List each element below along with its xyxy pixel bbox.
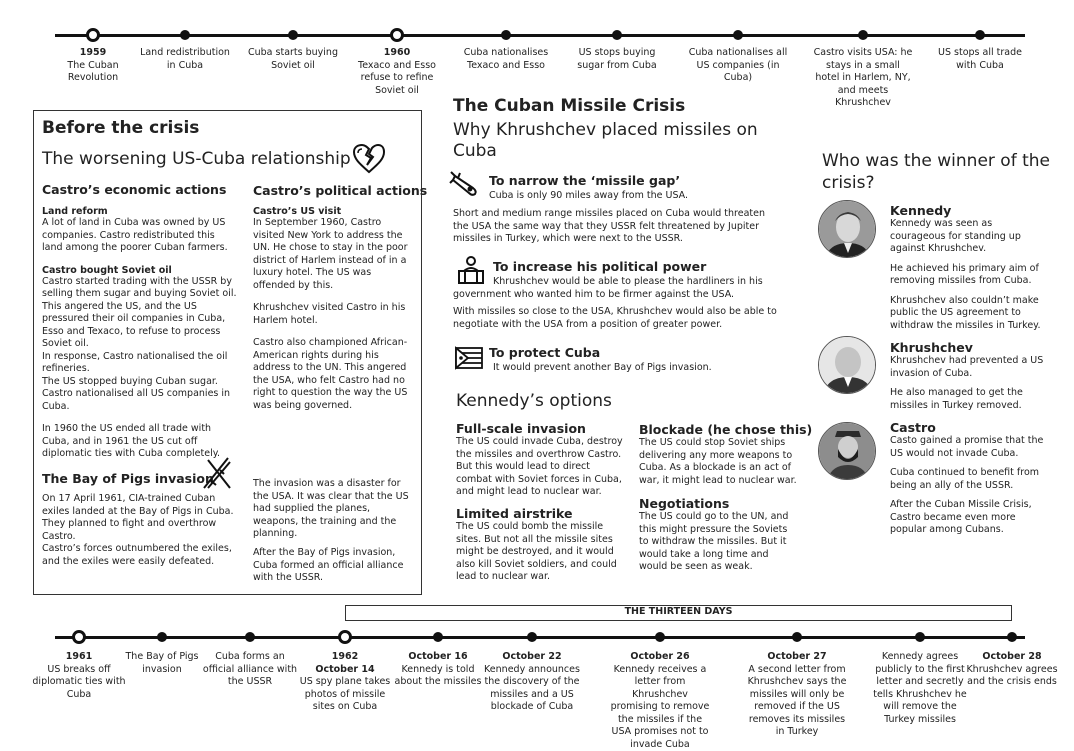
top-timeline-marker bbox=[390, 28, 404, 42]
econ-heading: Castro’s economic actions bbox=[42, 182, 227, 197]
option-3-title: Blockade (he chose this) bbox=[639, 422, 813, 437]
bottom-timeline-date: October 27 bbox=[767, 651, 827, 662]
top-timeline-text: The Cuban Revolution bbox=[67, 59, 119, 83]
bottom-timeline-event bbox=[870, 651, 970, 726]
pol-heading: Castro’s political actions bbox=[253, 183, 428, 198]
bottom-timeline-marker bbox=[157, 632, 167, 642]
rifles-icon bbox=[200, 454, 234, 492]
bottom-timeline-event bbox=[747, 651, 847, 739]
pol-column bbox=[253, 206, 411, 422]
econ-col-block bbox=[42, 206, 238, 255]
winner-person-name: Kennedy bbox=[890, 203, 952, 218]
winner-person-text: Khrushchev also couldn’t make public the US agreement to withdraw the missiles in Turkey. bbox=[890, 294, 1041, 331]
khrushchev-portrait bbox=[818, 336, 876, 394]
bottom-timeline-date: October 28 bbox=[982, 651, 1042, 662]
bottom-timeline-text: Khrushchev agrees and the crisis ends bbox=[966, 663, 1058, 687]
block-text: Khrushchev visited Castro in his Harlem hotel. bbox=[253, 302, 406, 326]
broken-heart-icon bbox=[352, 143, 386, 175]
top-timeline-line bbox=[55, 34, 1025, 37]
block-text: A lot of land in Cuba was owned by US companies. Castro redistributed this land among the poorer Cuban farmers. bbox=[42, 217, 228, 253]
bottom-timeline-year: 1962 bbox=[331, 651, 359, 662]
top-timeline-text: Castro visits USA: he stays in a small hotel in Harlem, NY, and meets Khrushchev bbox=[813, 47, 913, 108]
pol-col-block bbox=[253, 337, 411, 412]
top-timeline-marker bbox=[858, 30, 868, 40]
bottom-timeline-line bbox=[55, 636, 1025, 639]
reason-2-line: Khrushchev would be able to please the hardliners in his government who wanted him to be firmer against the USA. bbox=[453, 276, 763, 300]
reason-2-extra: With missiles so close to the USA, Khrushchev would also be able to negotiate with the USA from a position of greater power. bbox=[453, 306, 777, 330]
bottom-timeline-text: Kennedy agrees publicly to the first letter and secretly tells Khrushchev he will remove the Turkey missiles bbox=[873, 651, 967, 725]
winner-person-text: After the Cuban Missile Crisis, Castro became even more popular among Cubans. bbox=[890, 499, 1032, 535]
top-timeline-marker bbox=[975, 30, 985, 40]
top-timeline-event bbox=[813, 47, 913, 110]
top-timeline-marker bbox=[86, 28, 100, 42]
top-timeline-year: 1959 bbox=[79, 47, 107, 58]
bottom-timeline-event bbox=[482, 651, 582, 714]
bottom-timeline-marker bbox=[72, 630, 86, 644]
option-1-text: The US could invade Cuba, destroy the missiles and overthrow Castro. But this would lead to direct combat with Soviet forces in Cuba, and might lead to nuclear war. bbox=[456, 436, 623, 497]
option-3-text: The US could stop Soviet ships delivering any more weapons to Cuba. As a blockade is an act of war, it might lead to nuclear war. bbox=[639, 437, 797, 486]
option-2-text: The US could bomb the missile sites. But not all the missile sites might be destroyed, and it would also kill Soviet soldiers, and could lead to nuclear war. bbox=[456, 521, 617, 582]
bottom-timeline-year: 1961 bbox=[65, 651, 93, 662]
winner-person bbox=[890, 340, 1050, 419]
bottom-timeline-marker bbox=[1007, 632, 1017, 642]
bottom-timeline-marker bbox=[792, 632, 802, 642]
top-timeline-year: 1960 bbox=[383, 47, 411, 58]
winner-person-name: Khrushchev bbox=[890, 340, 973, 355]
top-timeline-event bbox=[567, 47, 667, 72]
top-timeline-event bbox=[347, 47, 447, 97]
cuban-flag-icon bbox=[455, 346, 483, 370]
top-timeline-event bbox=[688, 47, 788, 85]
block-title: Land reform bbox=[42, 206, 108, 217]
econ-col-block bbox=[42, 265, 238, 414]
bottom-timeline-marker bbox=[433, 632, 443, 642]
top-timeline-marker bbox=[288, 30, 298, 40]
winner-person bbox=[890, 420, 1050, 544]
thirteen-days-label: THE THIRTEEN DAYS bbox=[624, 606, 733, 617]
top-timeline-text: US stops buying sugar from Cuba bbox=[577, 47, 657, 71]
bottom-timeline-event bbox=[962, 651, 1062, 689]
top-timeline-event bbox=[135, 47, 235, 72]
top-timeline-text: Land redistribution in Cuba bbox=[140, 47, 230, 71]
top-timeline-text: Cuba nationalises Texaco and Esso bbox=[463, 47, 549, 71]
before-crisis-title: Before the crisis bbox=[42, 118, 200, 138]
bottom-timeline-date: October 22 bbox=[502, 651, 562, 662]
winner-title: Who was the winner of the crisis? bbox=[822, 151, 1050, 193]
bottom-timeline-marker bbox=[527, 632, 537, 642]
winner-person-name: Castro bbox=[890, 420, 936, 435]
winner-person-text: He achieved his primary aim of removing missiles from Cuba. bbox=[890, 262, 1039, 286]
block-text: Castro started trading with the USSR by selling them sugar and buying Soviet oil. This angered the US, and the US pressured their oil companies in Cuba, Esso and Texaco, to refuse to process Soviet oil. In response, Castro nationalised the oil refineries. The US stopped buying Cuban sugar. Castro nationalised all US companies in Cuba. bbox=[42, 275, 237, 412]
winner-person-text: He also managed to get the missiles in Turkey removed. bbox=[890, 387, 1023, 411]
kennedy-portrait bbox=[818, 200, 876, 258]
option-2-title: Limited airstrike bbox=[456, 506, 573, 521]
top-timeline-text: Texaco and Esso refuse to refine Soviet oil bbox=[358, 59, 436, 96]
bottom-timeline-marker bbox=[655, 632, 665, 642]
bottom-timeline-date: October 14 bbox=[315, 663, 375, 675]
winner-person-text: Casto gained a promise that the US would not invade Cuba. bbox=[890, 435, 1044, 459]
option-4-title: Negotiations bbox=[639, 496, 730, 511]
top-timeline-event bbox=[930, 47, 1030, 72]
top-timeline-marker bbox=[180, 30, 190, 40]
block-text: In 1960 the US ended all trade with Cuba, and in 1961 the US cut off diplomatic ties with Cuba completely. bbox=[42, 423, 221, 459]
bottom-timeline-event bbox=[200, 651, 300, 689]
pol-col-block bbox=[253, 302, 411, 327]
bay-of-pigs-heading: The Bay of Pigs invasion bbox=[42, 471, 214, 486]
bottom-timeline-text: US spy plane takes photos of missile sites on Cuba bbox=[299, 676, 391, 712]
top-timeline-event bbox=[456, 47, 556, 72]
bottom-timeline-event bbox=[112, 651, 212, 676]
bay-left-text: On 17 April 1961, CIA-trained Cuban exiles landed at the Bay of Pigs in Cuba. They planned to fight and overthrow Castro. Castro’s forces outnumbered the exiles, and the exiles were easily defeated. bbox=[42, 493, 234, 567]
crisis-why: Why Khrushchev placed missiles on Cuba bbox=[453, 120, 758, 161]
bottom-timeline-text: Kennedy receives a letter from Khrushchev promising to remove the missiles if the USA promises not to invade Cuba bbox=[610, 663, 710, 750]
reason-1-line: Cuba is only 90 miles away from the USA. bbox=[489, 190, 689, 201]
winner-person-text: Khrushchev had prevented a US invasion of Cuba. bbox=[890, 355, 1044, 379]
top-timeline-marker bbox=[733, 30, 743, 40]
bay-right-text-1: The invasion was a disaster for the USA. It was clear that the US had supplied the planes, weapons, the training and the planning. bbox=[253, 478, 409, 539]
pol-col-block bbox=[253, 206, 411, 292]
reason-1-extra: Short and medium range missiles placed on Cuba would threaten the USA the same way that they USSR felt threatened by Jupiter missiles in Turkey, which were next to the USSR. bbox=[453, 208, 765, 244]
bottom-timeline-text: Cuba forms an official alliance with the USSR bbox=[202, 651, 298, 687]
bottom-timeline-text: A second letter from Khrushchev says the missiles will only be removed if the US removes its missiles in Turkey bbox=[747, 663, 847, 737]
block-title: Castro bought Soviet oil bbox=[42, 264, 172, 276]
reason-3-line: It would prevent another Bay of Pigs invasion. bbox=[493, 362, 712, 373]
winner-person-text: Kennedy was seen as courageous for standing up against Khrushchev. bbox=[890, 218, 1021, 254]
top-timeline-text: Cuba starts buying Soviet oil bbox=[248, 47, 338, 71]
top-timeline-marker bbox=[612, 30, 622, 40]
options-title: Kennedy’s options bbox=[456, 391, 612, 411]
bottom-timeline-marker bbox=[245, 632, 255, 642]
bottom-timeline-date: October 26 bbox=[630, 651, 690, 662]
bottom-timeline-date: October 16 bbox=[408, 651, 468, 662]
before-crisis-subtitle: The worsening US-Cuba relationship bbox=[42, 149, 351, 169]
reason-1-title: To narrow the ‘missile gap’ bbox=[489, 173, 681, 188]
crisis-title: The Cuban Missile Crisis bbox=[453, 96, 686, 116]
top-timeline-text: US stops all trade with Cuba bbox=[938, 47, 1022, 71]
bottom-timeline-event bbox=[610, 651, 710, 751]
bottom-timeline-marker bbox=[338, 630, 352, 644]
bottom-timeline-text: Kennedy announces the discovery of the missiles and a US blockade of Cuba bbox=[484, 663, 580, 712]
bottom-timeline-text: US breaks off diplomatic ties with Cuba bbox=[32, 663, 126, 700]
econ-column bbox=[42, 206, 238, 471]
winner-person-text: Cuba continued to benefit from being an ally of the USSR. bbox=[890, 467, 1040, 491]
bottom-timeline-event bbox=[295, 651, 395, 714]
block-text: Castro also championed African-American rights during his address to the UN. This angered the USA, who felt Castro had no right to question the way the US was being governed. bbox=[253, 337, 408, 411]
winner-person bbox=[890, 203, 1050, 339]
missile-icon bbox=[449, 170, 483, 200]
bottom-timeline-text: Kennedy is told about the missiles bbox=[394, 663, 482, 687]
bottom-timeline-marker bbox=[915, 632, 925, 642]
block-text: In September 1960, Castro visited New York to address the UN. He chose to stay in the poor district of Harlem instead of in a luxury hotel. The US was offended by this. bbox=[253, 217, 408, 291]
reason-3-title: To protect Cuba bbox=[489, 345, 601, 360]
option-1-title: Full-scale invasion bbox=[456, 421, 586, 436]
block-title: Castro’s US visit bbox=[253, 206, 342, 217]
top-timeline-event bbox=[43, 47, 143, 85]
castro-portrait bbox=[818, 422, 876, 480]
bottom-timeline-text: The Bay of Pigs invasion bbox=[125, 651, 199, 675]
top-timeline-marker bbox=[501, 30, 511, 40]
top-timeline-text: Cuba nationalises all US companies (in Cuba) bbox=[688, 47, 788, 83]
bottom-timeline-event bbox=[388, 651, 488, 689]
option-4-text: The US could go to the UN, and this might pressure the Soviets to withdraw the missiles. But it would take a long time and would be seen as weak. bbox=[639, 511, 789, 572]
top-timeline-event bbox=[243, 47, 343, 72]
reason-2-title: To increase his political power bbox=[493, 259, 707, 274]
bay-right-text-2: After the Bay of Pigs invasion, Cuba formed an official alliance with the USSR. bbox=[253, 547, 404, 583]
